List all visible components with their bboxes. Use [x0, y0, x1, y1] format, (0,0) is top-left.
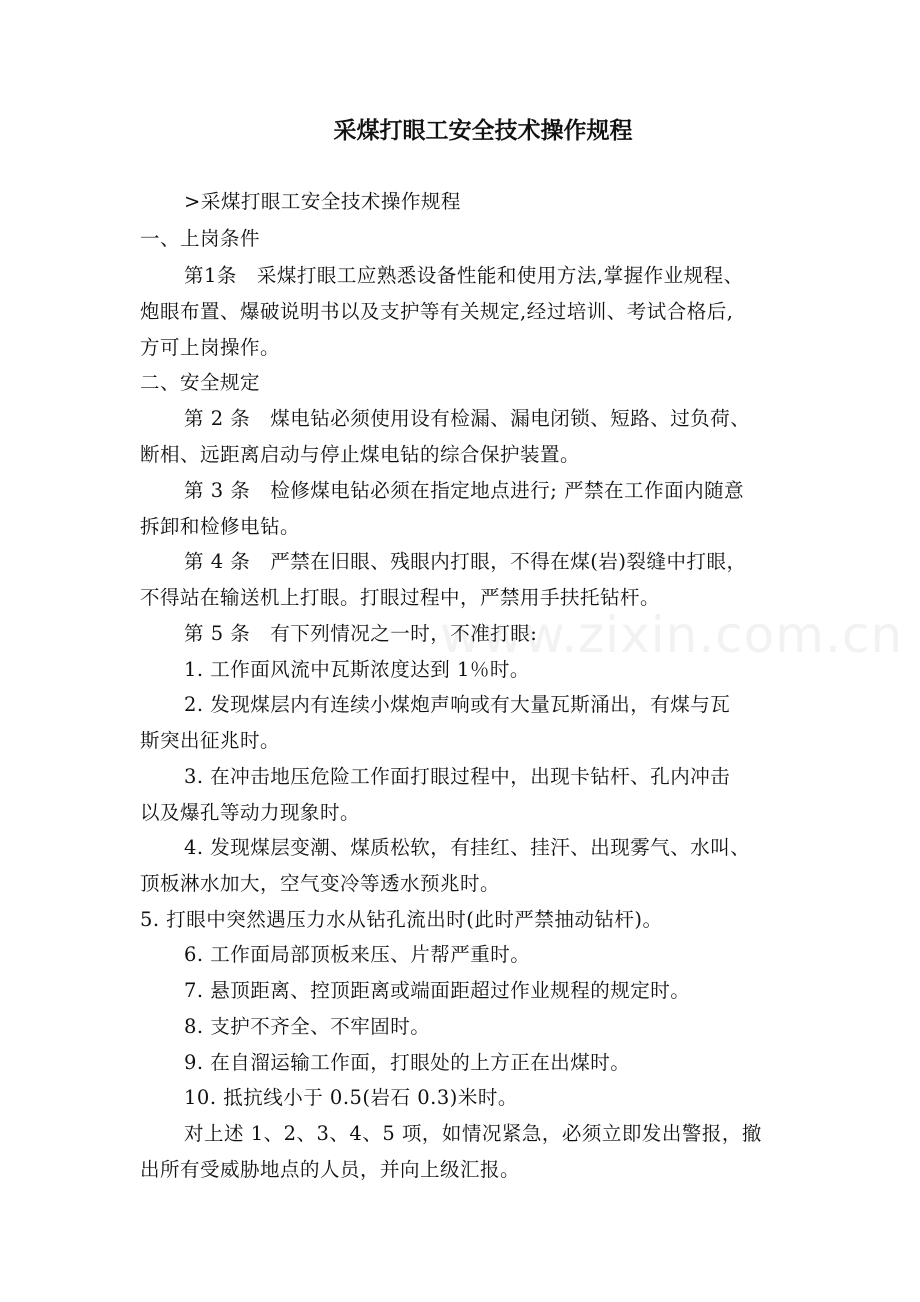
list-item-3-line-2: 以及爆孔等动力现象时。	[140, 801, 361, 824]
article-4-line-2: 不得站在输送机上打眼。打眼过程中，严禁用手扶托钻杆。	[140, 586, 661, 609]
article-1-line-3: 方可上岗操作。	[140, 336, 281, 359]
article-4-line-1: 第 4 条 严禁在旧眼、残眼内打眼，不得在煤(岩)裂缝中打眼，	[184, 550, 747, 573]
section-heading-2: 二、安全规定	[140, 371, 261, 394]
section-heading-1: 一、上岗条件	[140, 227, 261, 250]
list-item-2-line-2: 斯突出征兆时。	[140, 729, 281, 752]
closing-paragraph-line-1: 对上述 1、2、3、4、5 项，如情况紧急，必须立即发出警报，撤	[184, 1122, 762, 1145]
list-item-9: 9. 在自溜运输工作面，打眼处的上方正在出煤时。	[184, 1051, 631, 1074]
watermark: www.zixin.com.cn	[440, 606, 904, 664]
document-title: 采煤打眼工安全技术操作规程	[333, 118, 633, 144]
list-item-6: 6. 工作面局部顶板来压、片帮严重时。	[184, 943, 531, 966]
list-item-4-line-1: 4. 发现煤层变潮、煤质松软，有挂红、挂汗、出现雾气、水叫、	[184, 836, 751, 859]
list-item-3-line-1: 3. 在冲击地压危险工作面打眼过程中，出现卡钻杆、孔内冲击	[184, 765, 731, 788]
article-3-line-2: 拆卸和检修电钻。	[140, 515, 301, 538]
list-item-4-line-2: 顶板淋水加大，空气变冷等透水预兆时。	[140, 872, 501, 895]
list-item-2-line-1: 2. 发现煤层内有连续小煤炮声响或有大量瓦斯涌出，有煤与瓦	[184, 693, 731, 716]
article-3-line-1: 第 3 条 检修煤电钻必须在指定地点进行; 严禁在工作面内随意	[184, 479, 745, 502]
article-2-line-1: 第 2 条 煤电钻必须使用设有检漏、漏电闭锁、短路、过负荷、	[184, 407, 751, 430]
subtitle: >采煤打眼工安全技术操作规程	[184, 190, 461, 213]
article-1-line-1: 第1条 采煤打眼工应熟悉设备性能和使用方法,掌握作业规程、	[184, 264, 744, 287]
list-item-10: 10. 抵抗线小于 0.5(岩石 0.3)米时。	[184, 1086, 518, 1109]
article-1-line-2: 炮眼布置、爆破说明书以及支护等有关规定,经过培训、考试合格后,	[140, 300, 734, 323]
list-item-5: 5. 打眼中突然遇压力水从钻孔流出时(此时严禁抽动钻杆)。	[140, 908, 663, 931]
list-item-1: 1. 工作面风流中瓦斯浓度达到 1％时。	[184, 658, 530, 681]
article-5-line-1: 第 5 条 有下列情况之一时，不准打眼:	[184, 622, 538, 645]
list-item-8: 8. 支护不齐全、不牢固时。	[184, 1015, 431, 1038]
list-item-7: 7. 悬顶距离、控顶距离或端面距超过作业规程的规定时。	[184, 979, 691, 1002]
closing-paragraph-line-2: 出所有受威胁地点的人员，并向上级汇报。	[140, 1158, 521, 1181]
article-2-line-2: 断相、远距离启动与停止煤电钻的综合保护装置。	[140, 443, 581, 466]
